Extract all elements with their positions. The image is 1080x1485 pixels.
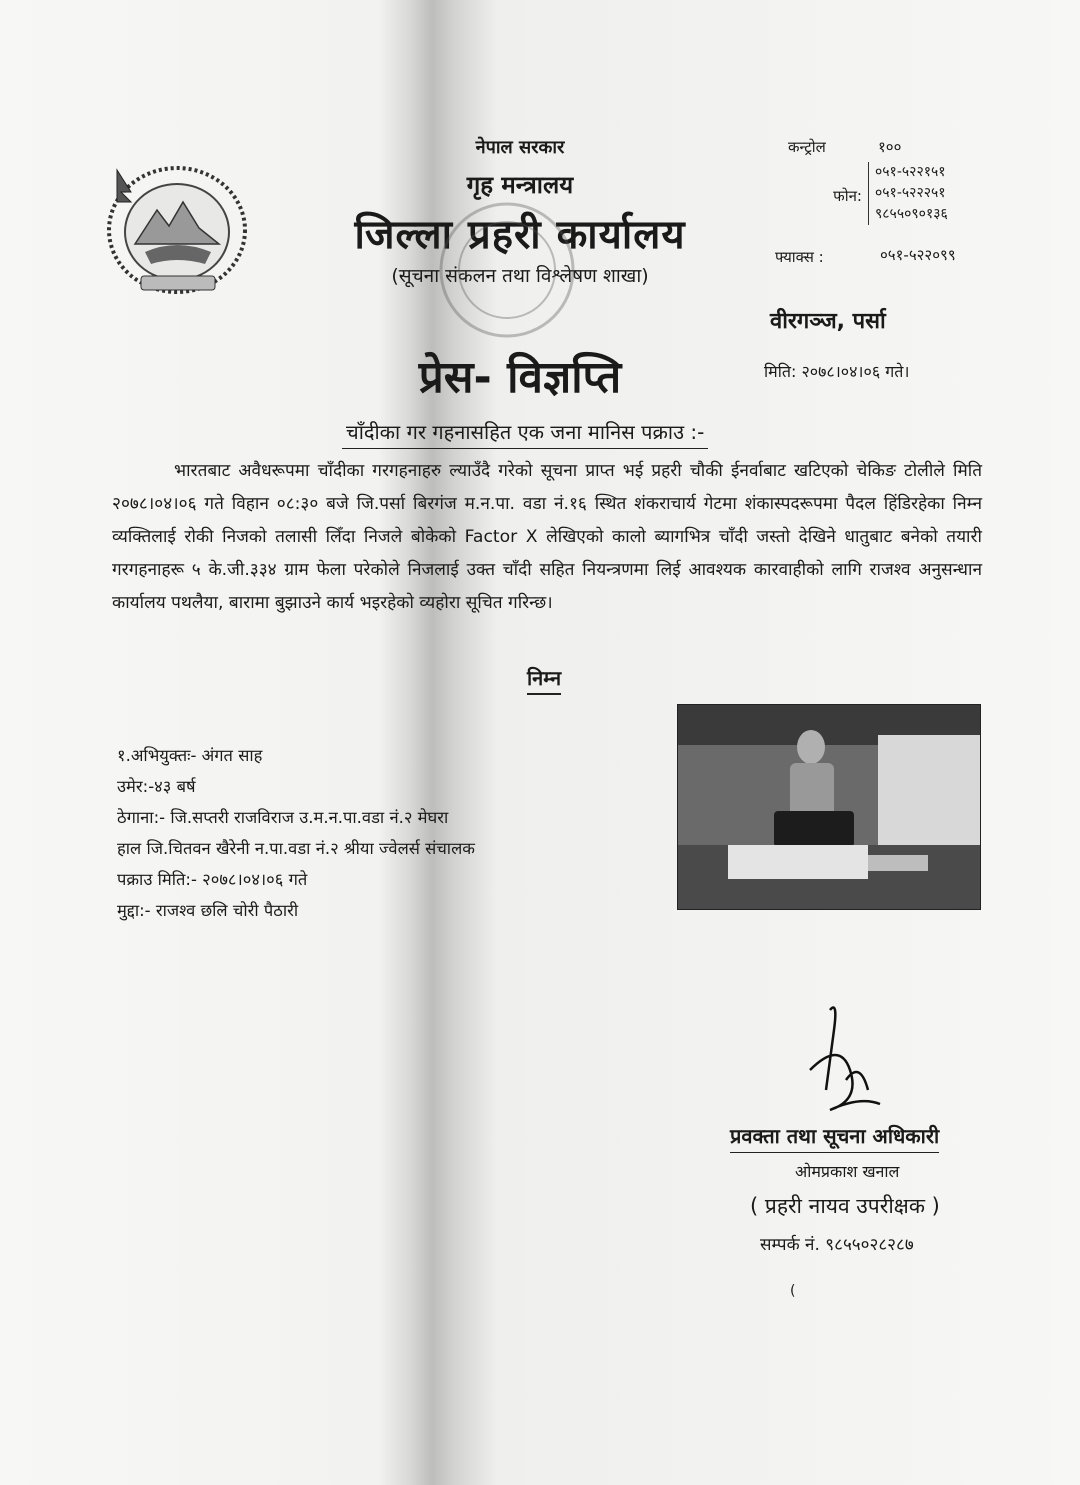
government-name: नेपाल सरकार [475, 137, 565, 158]
body-paragraph: भारतबाट अवैधरूपमा चाँदीका गरगहनाहरु ल्याउँदै गरेको सूचना प्राप्त भई प्रहरी चौकी ईनर्वाबाट खटिएको चेकिङ टोलीले मिति २०७८।०४।०६ गते विहान ०८:३० बजे जि.पर्सा बिरगंज म.न.पा. वडा नं.१६ स्थित शंकराचार्य गेटमा शंकास्पदरूपमा पैदल हिंडिरहेका निम्न व्यक्तिलाई रोकी निजको तलासी लिँदा निजले बोकेको Factor X लेखिएको कालो ब्यागभित्र चाँदी जस्तो देखिने धातुबाट बनेको तयारी गरगहनाहरू ५ के.जी.३३४ ग्राम फेला परेकोले निजलाई उक्त चाँदी सहित नियन्त्रणमा लिई आवश्यक कारवाहीको लागि राजश्व अनुसन्धान कार्यालय पथलैया, बारामा बुझाउने कार्य भइरहेको व्यहोरा सूचित गरिन्छ। [112, 461, 982, 613]
accused-line: हाल जि.चितवन खैरेनी न.पा.वडा नं.२ श्रीया ज्वेलर्स संचालक [117, 839, 475, 858]
signatory-contact: सम्पर्क नं. ९८५५०२८२८७ [760, 1235, 914, 1255]
accused-line: मुद्दा:- राजश्व छलि चोरी पैठारी [117, 901, 299, 920]
office-stamp-icon [432, 195, 582, 345]
office-location: वीरगञ्ज, पर्सा [770, 309, 886, 334]
release-date: मिति: २०७८।०४।०६ गते। [764, 362, 910, 381]
accused-line: १.अभियुक्तः- अंगत साह [117, 746, 263, 765]
office-name: जिल्ला प्रहरी कार्यालय [354, 212, 686, 258]
accused-photo [677, 704, 981, 910]
phone-number: ०५१-५२२१५१ [875, 164, 946, 180]
handwritten-signature [790, 1000, 910, 1130]
phone-number: ०५१-५२२२५१ [875, 185, 946, 201]
news-headline: चाँदीका गर गहनासहित एक जना मानिस पक्राउ :- [342, 418, 708, 449]
section-heading: निम्न [527, 664, 561, 695]
signatory-rank: ( प्रहरी नायव उपरीक्षक ) [750, 1194, 940, 1218]
signatory-name: ओमप्रकाश खनाल [795, 1162, 900, 1181]
fax-value: ०५१-५२२०९९ [880, 246, 956, 264]
signatory-title: प्रवक्ता तथा सूचना अधिकारी [730, 1122, 939, 1153]
accused-line: ठेगाना:- जि.सप्तरी राजविराज उ.म.न.पा.वडा नं.२ मेघरा [117, 808, 449, 827]
accused-line: उमेर:-४३ बर्ष [117, 777, 196, 796]
ministry-name: गृह मन्त्रालय [466, 171, 574, 199]
footer-mark: ( [790, 1283, 796, 1299]
phone-label: फोन: [833, 187, 862, 205]
branch-name: (सूचना संकलन तथा विश्लेषण शाखा) [391, 265, 649, 287]
control-value: १०० [878, 138, 902, 156]
nepal-emblem-icon [95, 152, 260, 302]
accused-line: पक्राउ मिति:- २०७८।०४।०६ गते [117, 870, 308, 889]
control-label: कन्ट्रोल [788, 138, 826, 156]
accused-details [117, 740, 475, 926]
phone-list [868, 162, 985, 225]
phone-number: ९८५५०९०१३६ [875, 206, 948, 222]
press-release-title: प्रेस- विज्ञप्ति [418, 352, 622, 403]
fax-label: फ्याक्स : [775, 248, 824, 266]
